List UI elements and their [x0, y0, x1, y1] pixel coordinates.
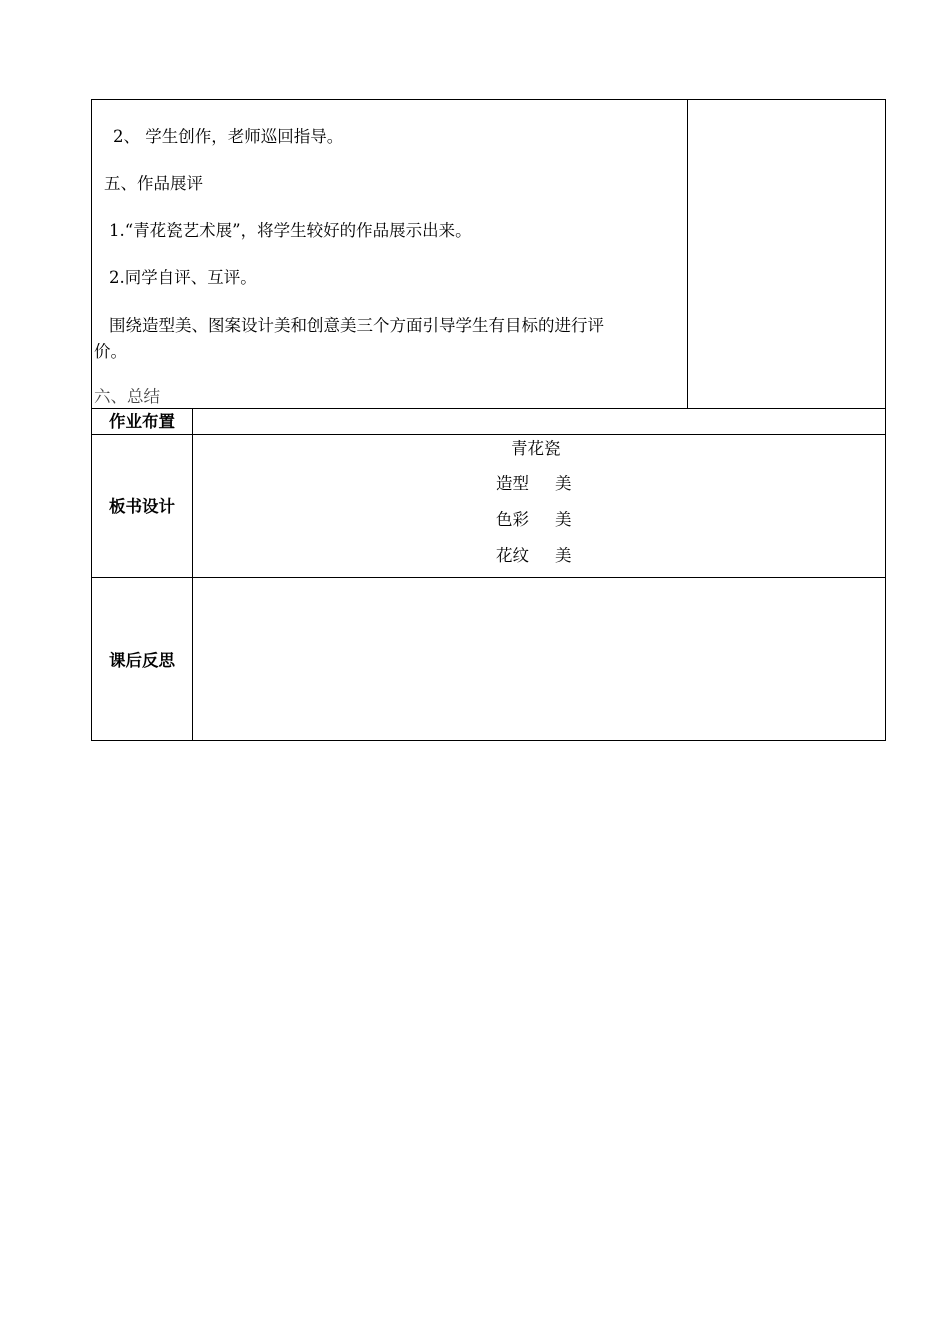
- board-design-label: 板书设计: [109, 497, 175, 516]
- board-design-row: [496, 474, 572, 494]
- board-design-row-right: 美: [555, 474, 572, 493]
- board-design-title: 青花瓷: [511, 439, 561, 458]
- reflection-label: 课后反思: [109, 651, 175, 670]
- notes-cell: [687, 99, 886, 409]
- board-design-row-left: 色彩: [496, 510, 529, 529]
- board-design-row-right: 美: [555, 546, 572, 565]
- lesson-plan-table: [91, 99, 886, 741]
- board-design-row-right: 美: [555, 510, 572, 529]
- process-line-evaluation: 2.同学自评、互评。: [109, 268, 257, 287]
- board-design-row-left: 花纹: [496, 546, 529, 565]
- board-design-row: [496, 546, 572, 566]
- process-line-creation: 2、 学生创作，老师巡回指导。: [113, 127, 344, 146]
- process-line-exhibition: 1.“青花瓷艺术展”，将学生较好的作品展示出来。: [109, 221, 472, 240]
- process-line-guidance-cont: 价。: [94, 342, 127, 361]
- board-design-row-left: 造型: [496, 474, 529, 493]
- process-line-section-5: 五、作品展评: [104, 174, 203, 193]
- homework-label: 作业布置: [109, 412, 175, 431]
- homework-content-cell: [192, 408, 886, 435]
- process-line-guidance: 围绕造型美、图案设计美和创意美三个方面引导学生有目标的进行评: [109, 316, 604, 335]
- reflection-content-cell: [192, 577, 886, 741]
- board-design-row: [496, 510, 572, 530]
- process-line-section-6: 六、总结: [94, 387, 160, 406]
